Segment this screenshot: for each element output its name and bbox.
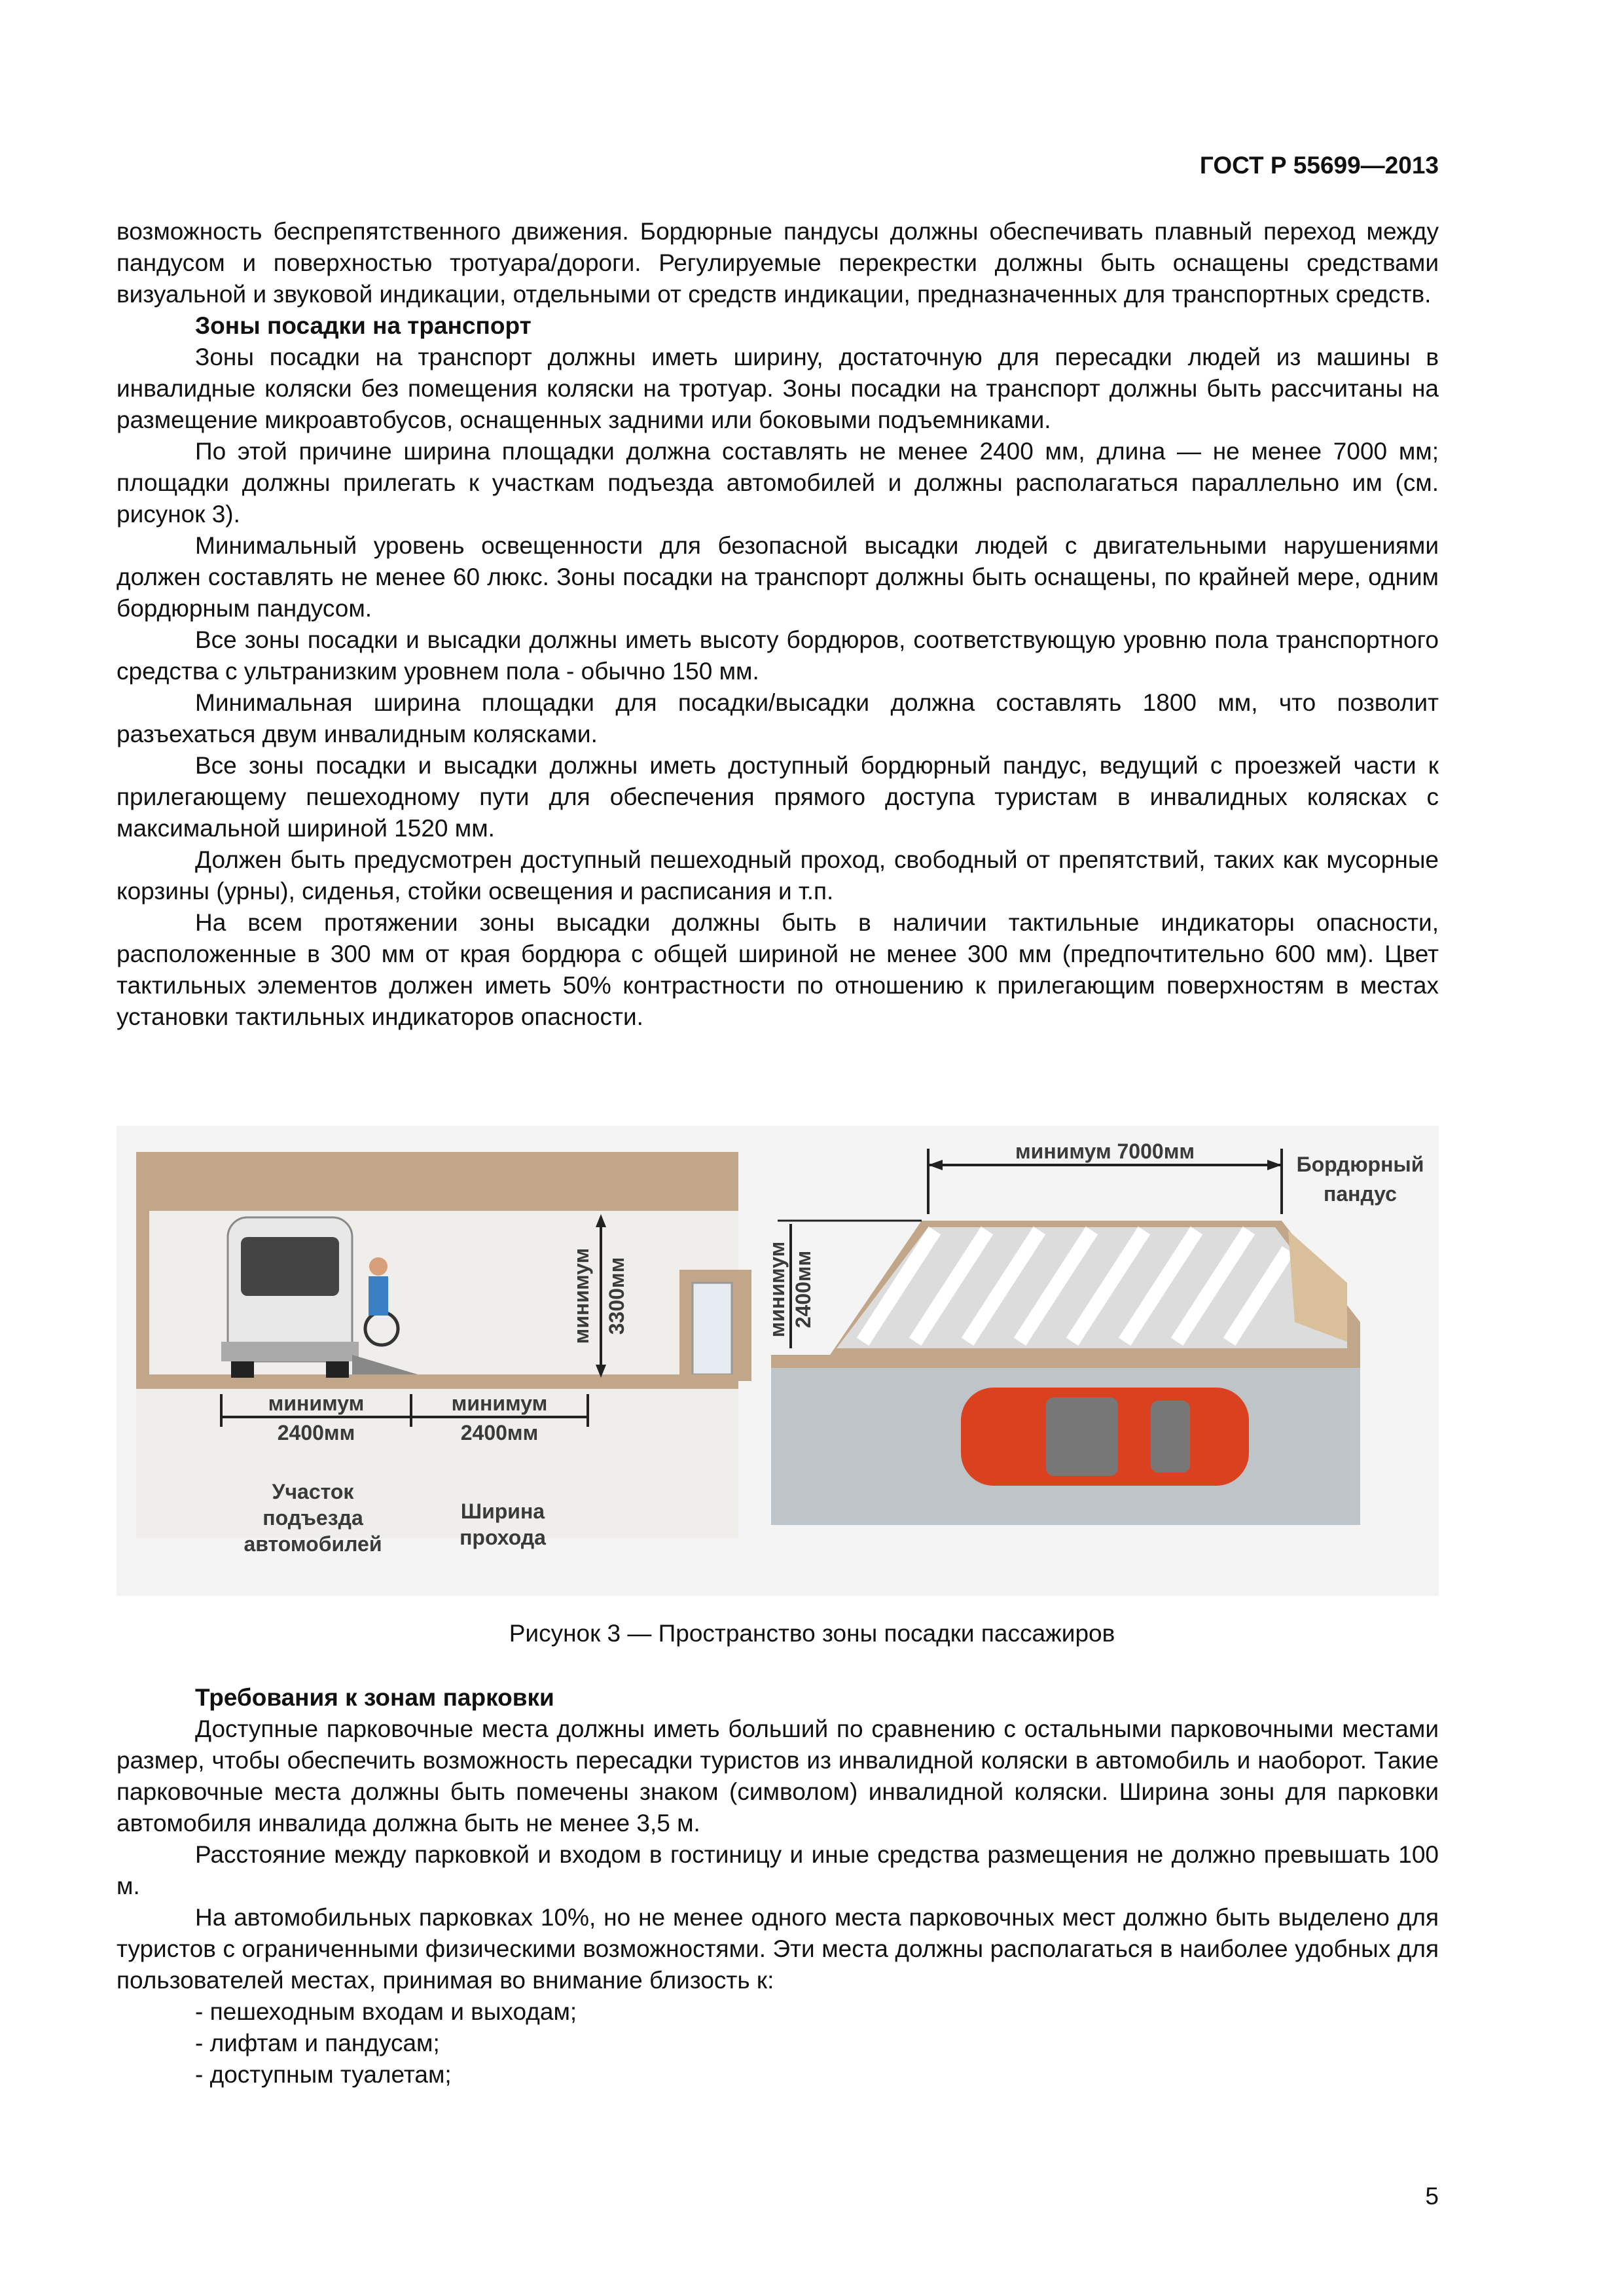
length-dimension-label: минимум 7000мм [1015,1139,1195,1163]
vertical-dimension-label: минимум [569,1247,593,1344]
paragraph: По этой причине ширина площадки должна составлять не менее 2400 мм, длина — не менее 7000 мм; площадки должны прилегать к участкам подъезда автомобилей и должны располагаться параллельно им (см. рисунок 3). [117,438,1439,528]
section-heading-parking: Требования к зонам парковки [195,1684,554,1711]
paragraph: Доступные парковочные места должны иметь больший по сравнению с остальными парковочными местами размер, чтобы обеспечить возможность пересадки туристов из инвалидной коляски в автомобиль и наоборот. Такие парковочные места должны быть помечены знаком (символом) инвалидной коляски. Ширина зоны для парковки автомобиля инвалида должна быть не менее 3,5 м. [117,1715,1439,1837]
paragraph: На автомобильных парковках 10%, но не менее одного места парковочных мест должно быть выделено для туристов с ограниченными физическими возможностями. Эти места должны располагаться в наиболее удобных для пользователей местах, принимая во внимание близость к: [117,1904,1439,1994]
paragraph: Все зоны посадки и высадки должны иметь доступный бордюрный пандус, ведущий с проезжей части к прилегающему пешеходному пути для обеспечения прямого доступа туристам в инвалидных колясках с максимальной шириной 1520 мм. [117,752,1439,842]
label-vehicle-access: подъезда [262,1506,363,1530]
document-number: ГОСТ Р 55699—2013 [1199,152,1439,179]
section-heading-boarding-zones: Зоны посадки на транспорт [195,312,532,339]
paragraph: Зоны посадки на транспорт должны иметь ширину, достаточную для пересадки людей из машины в инвалидные коляски без помещения коляски на тротуар. Зоны посадки на транспорт должны быть рассчитаны на размещение микроавтобусов, оснащенных задними или боковыми подъемниками. [117,344,1439,433]
vertical-dimension-value: 3300мм [605,1257,628,1335]
label-vehicle-access: автомобилей [244,1532,382,1556]
paragraph: На всем протяжении зоны высадки должны быть в наличии тактильные индикаторы опасности, расположенные в 300 мм от края бордюра с общей шириной не менее 300 мм (предпочтительно 600 мм). Цвет тактильных элементов должен иметь 50% контрастности по отношению к прилегающим поверхностям в местах установки тактильных индикаторов опасности. [117,909,1439,1030]
dimension-label: минимум [451,1391,548,1415]
label-walkway-width: Ширина [460,1499,545,1523]
width-dimension-value: 2400мм [791,1250,815,1329]
label-walkway-width: прохода [460,1526,546,1549]
paragraph: Должен быть предусмотрен доступный пешеходный проход, свободный от препятствий, таких как мусорные корзины (урны), сиденья, стойки освещения и расписания и т.п. [117,846,1439,905]
dimension-value: 2400мм [277,1421,355,1444]
paragraph: Минимальная ширина площадки для посадки/высадки должна составлять 1800 мм, что позволит разъехаться двум инвалидным колясками. [117,689,1439,747]
van-icon [221,1217,359,1378]
list-item: - пешеходным входам и выходам; [195,1998,577,2025]
paragraph: Минимальный уровень освещенности для безопасной высадки людей с двигательными нарушениями должен составлять не менее 60 люкс. Зоны посадки на транспорт должны быть оснащены, по крайней мере, одним бордюрным пандусом. [117,532,1439,622]
label-vehicle-access: Участок [272,1480,354,1503]
dimension-label: минимум [268,1391,365,1415]
width-dimension-label: минимум [765,1241,789,1338]
list-item: - лифтам и пандусам; [195,2030,440,2056]
page-number: 5 [1425,2183,1439,2210]
text-block-bottom [117,1682,1439,2090]
left-illustration [136,1152,751,1556]
text-block-top [117,216,1439,1033]
curb-ramp-label: Бордюрный [1296,1153,1424,1176]
paragraph: Все зоны посадки и высадки должны иметь высоту бордюров, соответствующую уровню пола транспортного средства с ультранизким уровнем пола - обычно 150 мм. [117,626,1439,685]
car-icon [961,1388,1249,1486]
paragraph: Расстояние между парковкой и входом в гостиницу и иные средства размещения не должно превышать 100 м. [117,1841,1439,1899]
figure-3-boarding-zone [117,1126,1439,1596]
list-item: - доступным туалетам; [195,2061,452,2088]
curb-ramp-label: пандус [1324,1182,1397,1206]
dimension-value: 2400мм [460,1421,539,1444]
paragraph: возможность беспрепятственного движения. Бордюрные пандусы должны обеспечивать плавный переход между пандусом и поверхностью тротуара/дороги. Регулируемые перекрестки должны быть оснащены средствами визуальной и звуковой индикации, отдельными от средств индикации, предназначенных для транспортных средств. [117,218,1439,308]
figure-caption: Рисунок 3 — Пространство зоны посадки пассажиров [509,1620,1115,1647]
